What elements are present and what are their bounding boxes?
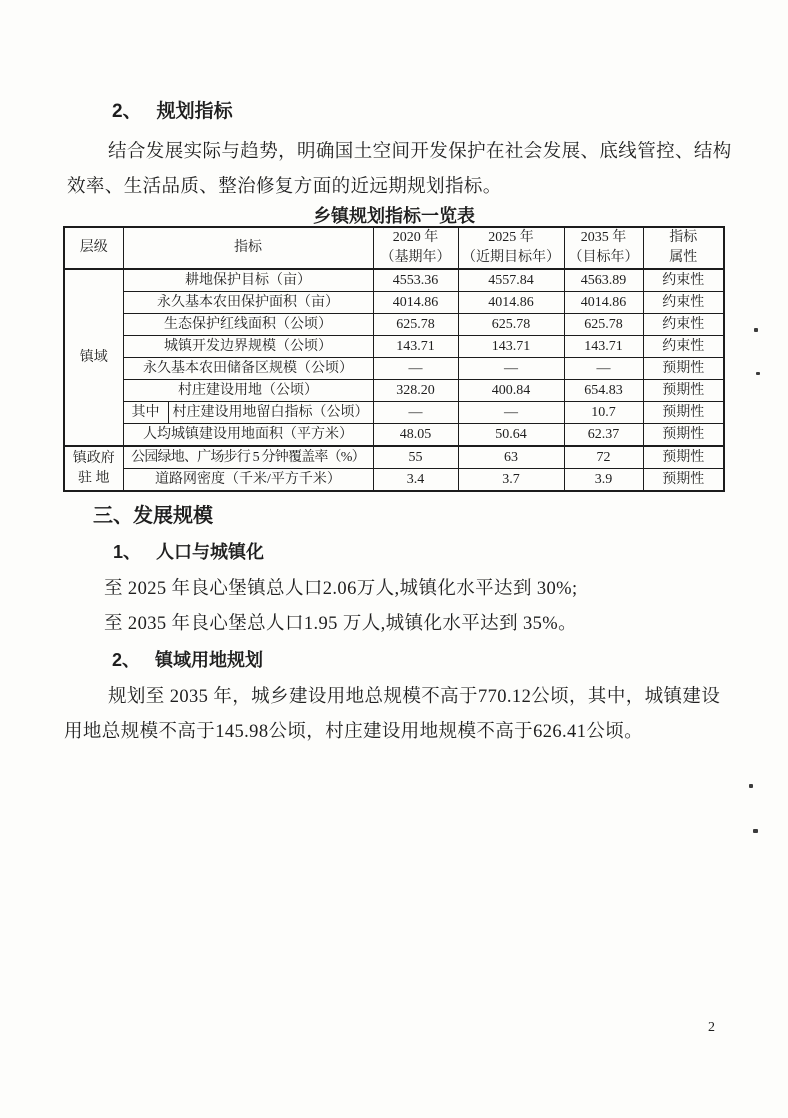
cell-attribute: 预期性: [643, 402, 724, 424]
section-heading-planning-indicators: [112, 96, 233, 123]
table-row: [64, 292, 724, 314]
cell-2035: 62.37: [564, 424, 643, 447]
cell-2035: 625.78: [564, 314, 643, 336]
cell-2020: —: [373, 358, 458, 380]
cell-2020: —: [373, 402, 458, 424]
cell-attribute: 预期性: [643, 446, 724, 469]
table-row: [64, 446, 724, 469]
cell-attribute: 约束性: [643, 314, 724, 336]
cell-indicator: 永久基本农田保护面积（亩）: [123, 292, 373, 314]
cell-2025: 4014.86: [458, 292, 564, 314]
cell-2035: 72: [564, 446, 643, 469]
cell-indicator: 城镇开发边界规模（公顷）: [123, 336, 373, 358]
cell-indicator: 村庄建设用地留白指标（公顷）: [168, 402, 373, 424]
table-row: [64, 402, 724, 424]
table-header-row: [64, 227, 724, 269]
cell-2020: 48.05: [373, 424, 458, 447]
land-use-paragraph-line-1: 规划至 2035 年，城乡建设用地总规模不高于770.12公顷，其中，城镇建设: [108, 687, 721, 707]
cell-attribute: 预期性: [643, 469, 724, 492]
intro-paragraph-line-2: 效率、生活品质、整治修复方面的近远期规划指标。: [67, 177, 502, 197]
subsection-title: 人口与城镇化: [156, 542, 265, 562]
cell-indicator: 公园绿地、广场步行 5 分钟覆盖率（%）: [123, 446, 373, 469]
land-use-paragraph-line-2: 用地总规模不高于145.98公顷，村庄建设用地规模不高于626.41公顷。: [64, 722, 644, 742]
cell-2035: 4014.86: [564, 292, 643, 314]
table-row: [64, 469, 724, 492]
level-cell-township: 镇域: [64, 269, 123, 446]
cell-2035: —: [564, 358, 643, 380]
cell-attribute: 预期性: [643, 424, 724, 447]
cell-2025: —: [458, 402, 564, 424]
cell-2020: 328.20: [373, 380, 458, 402]
cell-2020: 55: [373, 446, 458, 469]
cell-2020: 4014.86: [373, 292, 458, 314]
table-row: [64, 424, 724, 447]
subsection-number: 2、: [112, 650, 141, 670]
planning-indicators-table: [63, 226, 725, 492]
cell-2025: 63: [458, 446, 564, 469]
cell-indicator: 生态保护红线面积（公顷）: [123, 314, 373, 336]
cell-2025: 143.71: [458, 336, 564, 358]
scan-speck: [749, 784, 753, 788]
header-2025: 2025 年 （近期目标年）: [458, 227, 564, 269]
subsection-heading-population: [113, 538, 264, 564]
header-attribute: 指标 属性: [643, 227, 724, 269]
subsection-number: 1、: [113, 542, 142, 562]
cell-2025: 400.84: [458, 380, 564, 402]
subsection-title: 镇域用地规划: [155, 650, 264, 670]
header-2035: 2035 年 （目标年）: [564, 227, 643, 269]
level-cell-government-seat: 镇政府 驻 地: [64, 446, 123, 491]
section-heading-development-scale: 三、发展规模: [93, 505, 213, 527]
section-title: 规划指标: [156, 101, 233, 122]
indicators-table: [63, 226, 725, 492]
cell-2035: 4563.89: [564, 269, 643, 292]
table-row: [64, 314, 724, 336]
cell-indicator: 永久基本农田储备区规模（公顷）: [123, 358, 373, 380]
cell-indicator: 村庄建设用地（公顷）: [123, 380, 373, 402]
cell-2035: 10.7: [564, 402, 643, 424]
cell-2035: 654.83: [564, 380, 643, 402]
population-line-2035: 至 2035 年良心堡总人口1.95 万人,城镇化水平达到 35%。: [104, 614, 578, 634]
cell-attribute: 预期性: [643, 380, 724, 402]
table-row: [64, 380, 724, 402]
cell-2025: —: [458, 358, 564, 380]
header-indicator: 指标: [123, 227, 373, 269]
cell-2020: 625.78: [373, 314, 458, 336]
cell-subgroup-label: 其中: [123, 402, 168, 424]
cell-2035: 3.9: [564, 469, 643, 492]
scan-speck: [753, 829, 758, 833]
cell-2025: 50.64: [458, 424, 564, 447]
cell-indicator: 道路网密度（千米/平方千米）: [123, 469, 373, 492]
cell-attribute: 约束性: [643, 269, 724, 292]
subsection-heading-land-use: [112, 646, 263, 672]
population-line-2025: 至 2025 年良心堡镇总人口2.06万人,城镇化水平达到 30%;: [104, 579, 578, 599]
section-number: 2、: [112, 101, 142, 122]
cell-2025: 625.78: [458, 314, 564, 336]
table-row: [64, 358, 724, 380]
table-title: 乡镇规划指标一览表: [313, 206, 475, 226]
cell-attribute: 约束性: [643, 292, 724, 314]
cell-2035: 143.71: [564, 336, 643, 358]
intro-paragraph-line-1: 结合发展实际与趋势，明确国土空间开发保护在社会发展、底线管控、结构: [108, 142, 732, 162]
page-number: 2: [708, 1020, 715, 1035]
cell-indicator: 人均城镇建设用地面积（平方米）: [123, 424, 373, 447]
cell-2025: 4557.84: [458, 269, 564, 292]
scan-speck: [756, 372, 760, 375]
header-level: 层级: [64, 227, 123, 269]
table-row: [64, 269, 724, 292]
cell-attribute: 预期性: [643, 358, 724, 380]
header-2020: 2020 年 （基期年）: [373, 227, 458, 269]
cell-2025: 3.7: [458, 469, 564, 492]
cell-attribute: 约束性: [643, 336, 724, 358]
cell-2020: 3.4: [373, 469, 458, 492]
table-row: [64, 336, 724, 358]
scan-speck: [754, 328, 758, 332]
cell-indicator: 耕地保护目标（亩）: [123, 269, 373, 292]
cell-2020: 143.71: [373, 336, 458, 358]
cell-2020: 4553.36: [373, 269, 458, 292]
